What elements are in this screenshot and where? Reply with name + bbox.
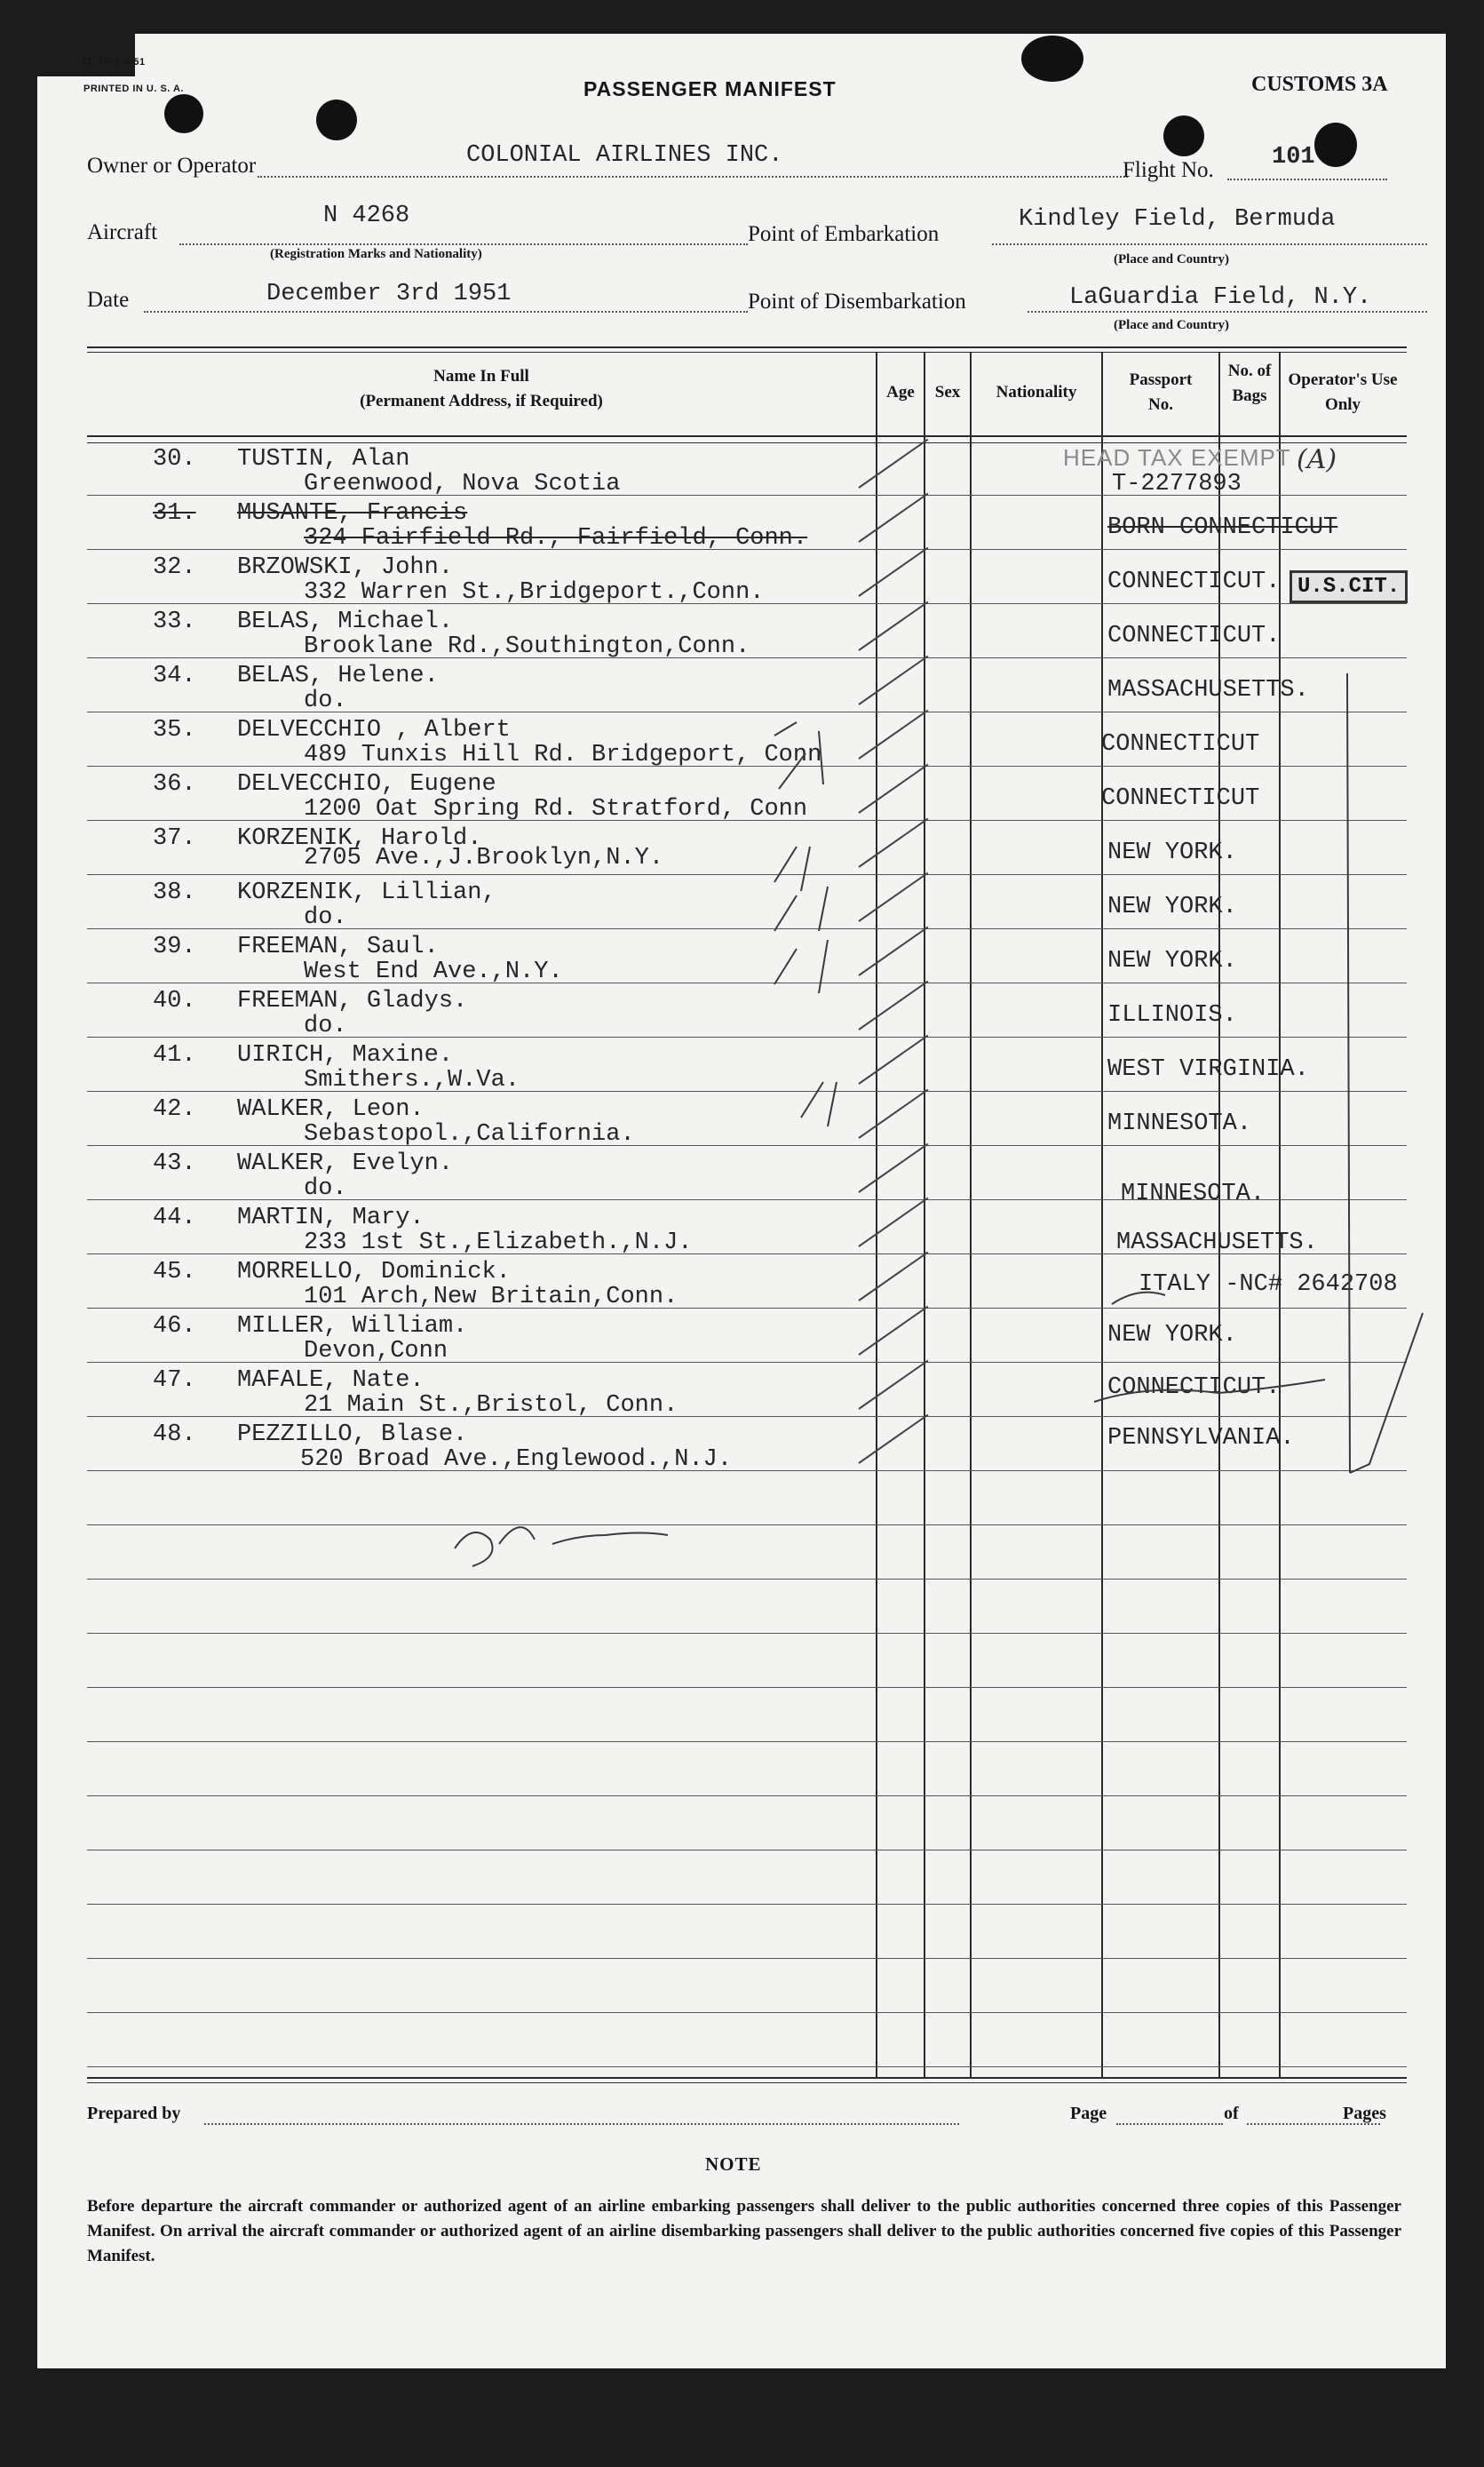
note-title: NOTE <box>705 2153 762 2175</box>
aircraft-label: Aircraft <box>87 220 158 244</box>
form-number: O. TF-9-6-51 <box>83 57 146 68</box>
passenger-name: MILLER, William. <box>237 1313 468 1340</box>
passenger-name: FREEMAN, Saul. <box>237 934 439 960</box>
embark-caption: (Place and Country) <box>1114 252 1229 267</box>
aircraft-caption: (Registration Marks and Nationality) <box>270 247 482 261</box>
row-number: 31. <box>153 500 196 527</box>
passenger-name: MUSANTE, Francis <box>237 500 468 527</box>
owner-label: Owner or Operator <box>87 154 257 178</box>
nationality-state: CONNECTICUT. <box>1107 1374 1281 1401</box>
passenger-address: 233 1st St.,Elizabeth.,N.J. <box>304 1230 693 1256</box>
passenger-name: UIRICH, Maxine. <box>237 1042 454 1069</box>
passenger-name: KORZENIK, Lillian, <box>237 879 496 906</box>
passenger-address: Greenwood, Nova Scotia <box>304 471 621 497</box>
date-label: Date <box>87 288 130 312</box>
passenger-name: KORZENIK, Harold. <box>237 825 482 852</box>
passenger-address: 489 Tunxis Hill Rd. Bridgeport, Conn <box>304 742 822 768</box>
note-text: Before departure the aircraft commander or authorized agent of an airline embarking passengers shall deliver to the public authorities concerned three copies of this Passenger Manifest. On arrival the aircraft commander or authorized agent of an airline disembarking passengers shall deliver to the public authorities concerned five copies of this Passenger Manifest. <box>87 2197 1401 2265</box>
col-header-name-title: Name In Full <box>433 367 529 386</box>
row-number: 41. <box>153 1042 196 1069</box>
col-header-nationality: Nationality <box>996 383 1077 402</box>
passenger-address: do. <box>304 904 347 931</box>
margin-check-mark <box>1350 1313 1423 1473</box>
passenger-address: 2705 Ave.,J.Brooklyn,N.Y. <box>304 845 664 871</box>
row-number: 43. <box>153 1150 196 1177</box>
col-header-passport: Passport No. <box>1129 370 1193 414</box>
passenger-address: 332 Warren St.,Bridgeport.,Conn. <box>304 579 765 606</box>
passenger-name: TUSTIN, Alan <box>237 446 410 473</box>
nationality-state: NEW YORK. <box>1107 948 1237 975</box>
row-number: 35. <box>153 717 196 744</box>
passenger-name: BRZOWSKI, John. <box>237 554 454 581</box>
row-number: 34. <box>153 663 196 689</box>
nationality-state: CONNECTICUT. <box>1107 623 1281 649</box>
nationality-state: NEW YORK. <box>1107 894 1237 920</box>
row-number: 47. <box>153 1367 196 1394</box>
page-title: PASSENGER MANIFEST <box>583 77 837 100</box>
passenger-address: Devon,Conn <box>304 1338 448 1365</box>
col-header-sex: Sex <box>934 383 961 402</box>
col-header-name-sub: (Permanent Address, if Required) <box>360 392 603 410</box>
nationality-state: NEW YORK. <box>1107 840 1237 866</box>
passenger-name: MORRELLO, Dominick. <box>237 1259 511 1285</box>
passenger-name: MARTIN, Mary. <box>237 1205 425 1231</box>
row-number: 37. <box>153 825 196 852</box>
row-number: 32. <box>153 554 196 581</box>
col-header-age: Age <box>886 383 915 402</box>
passenger-address: 324 Fairfield Rd., Fairfield, Conn. <box>304 525 808 552</box>
row-number: 30. <box>153 446 196 473</box>
row-number: 33. <box>153 609 196 635</box>
passenger-address: do. <box>304 1013 347 1039</box>
passenger-address: Brooklane Rd.,Southington,Conn. <box>304 633 750 660</box>
pages-label: Pages <box>1343 2104 1386 2123</box>
passenger-name: BELAS, Helene. <box>237 663 439 689</box>
prepared-by-label: Prepared by <box>87 2104 181 2123</box>
passenger-name: DELVECCHIO , Albert <box>237 717 511 744</box>
nationality-state: WEST VIRGINIA. <box>1107 1056 1309 1083</box>
printed-in: PRINTED IN U. S. A. <box>83 84 184 94</box>
flight-number: 101 <box>1272 144 1315 171</box>
passenger-address: do. <box>304 1175 347 1202</box>
pencil-initials <box>774 847 828 993</box>
nationality-state: BORN CONNECTICUT <box>1107 514 1338 541</box>
passenger-address: 21 Main St.,Bristol, Conn. <box>304 1392 679 1419</box>
signature <box>455 1527 668 1566</box>
passenger-address: 520 Broad Ave.,Englewood.,N.J. <box>300 1446 733 1473</box>
row-number: 42. <box>153 1096 196 1123</box>
passenger-name: PEZZILLO, Blase. <box>237 1421 468 1448</box>
owner-value: COLONIAL AIRLINES INC. <box>466 142 783 169</box>
page-label: Page <box>1070 2104 1107 2123</box>
flight-label: Flight No. <box>1123 158 1214 182</box>
of-label: of <box>1224 2104 1239 2123</box>
manifest-sheet <box>37 34 1446 2368</box>
passenger-address: 101 Arch,New Britain,Conn. <box>304 1284 679 1310</box>
passenger-name: BELAS, Michael. <box>237 609 454 635</box>
col-header-operator: Operator's Use Only <box>1288 370 1398 414</box>
row-number: 36. <box>153 771 196 798</box>
nationality-state: MASSACHUSETTS. <box>1107 677 1309 704</box>
nationality-state: ITALY -NC# 2642708 <box>1139 1271 1398 1298</box>
row-number: 48. <box>153 1421 196 1448</box>
passenger-address: Smithers.,W.Va. <box>304 1067 520 1094</box>
row-number: 44. <box>153 1205 196 1231</box>
passenger-name: FREEMAN, Gladys. <box>237 988 468 1015</box>
col-header-bags: No. of Bags <box>1227 362 1272 405</box>
passenger-address: do. <box>304 688 347 714</box>
pencil-initials <box>774 722 823 789</box>
nationality-state: MINNESOTA. <box>1107 1110 1252 1137</box>
nationality-state: CONNECTICUT. <box>1107 569 1281 595</box>
nationality-state: ILLINOIS. <box>1107 1002 1237 1029</box>
nationality-state: CONNECTICUT <box>1101 785 1260 812</box>
embark-label: Point of Embarkation <box>748 222 940 246</box>
nationality-state: NEW YORK. <box>1107 1322 1237 1349</box>
aircraft-value: N 4268 <box>323 203 410 229</box>
passenger-address: Sebastopol.,California. <box>304 1121 635 1148</box>
pencil-initials <box>801 1082 837 1126</box>
disembark-value: LaGuardia Field, N.Y. <box>1069 284 1372 311</box>
margin-bracket-line <box>1347 673 1350 1473</box>
pencil-annotation <box>1094 1293 1325 1402</box>
nationality-state: CONNECTICUT <box>1101 731 1260 758</box>
row-number: 46. <box>153 1313 196 1340</box>
us-citizen-stamp: U.S.CIT. <box>1290 570 1408 603</box>
row-number: 39. <box>153 934 196 960</box>
row-number: 45. <box>153 1259 196 1285</box>
passenger-name: MAFALE, Nate. <box>237 1367 425 1394</box>
head-tax-stamp: HEAD TAX EXEMPT <box>1063 444 1291 471</box>
head-tax-mark: (A) <box>1297 444 1337 475</box>
passenger-address: West End Ave.,N.Y. <box>304 959 563 985</box>
passenger-name: WALKER, Evelyn. <box>237 1150 454 1177</box>
passport-number: T-2277893 <box>1112 471 1242 497</box>
passenger-name: WALKER, Leon. <box>237 1096 425 1123</box>
passenger-name: DELVECCHIO, Eugene <box>237 771 496 798</box>
nationality-state: PENNSYLVANIA. <box>1107 1425 1295 1452</box>
embark-value: Kindley Field, Bermuda <box>1019 206 1336 233</box>
disembark-caption: (Place and Country) <box>1114 318 1229 332</box>
date-value: December 3rd 1951 <box>266 281 512 307</box>
disembark-label: Point of Disembarkation <box>748 290 966 314</box>
row-number: 40. <box>153 988 196 1015</box>
row-number: 38. <box>153 879 196 906</box>
handwritten-marks <box>37 34 1446 2368</box>
nationality-state: MASSACHUSETTS. <box>1116 1230 1318 1256</box>
customs-form-id: CUSTOMS 3A <box>1251 73 1388 96</box>
nationality-state: MINNESOTA. <box>1121 1181 1266 1207</box>
passenger-address: 1200 Oat Spring Rd. Stratford, Conn <box>304 796 808 823</box>
